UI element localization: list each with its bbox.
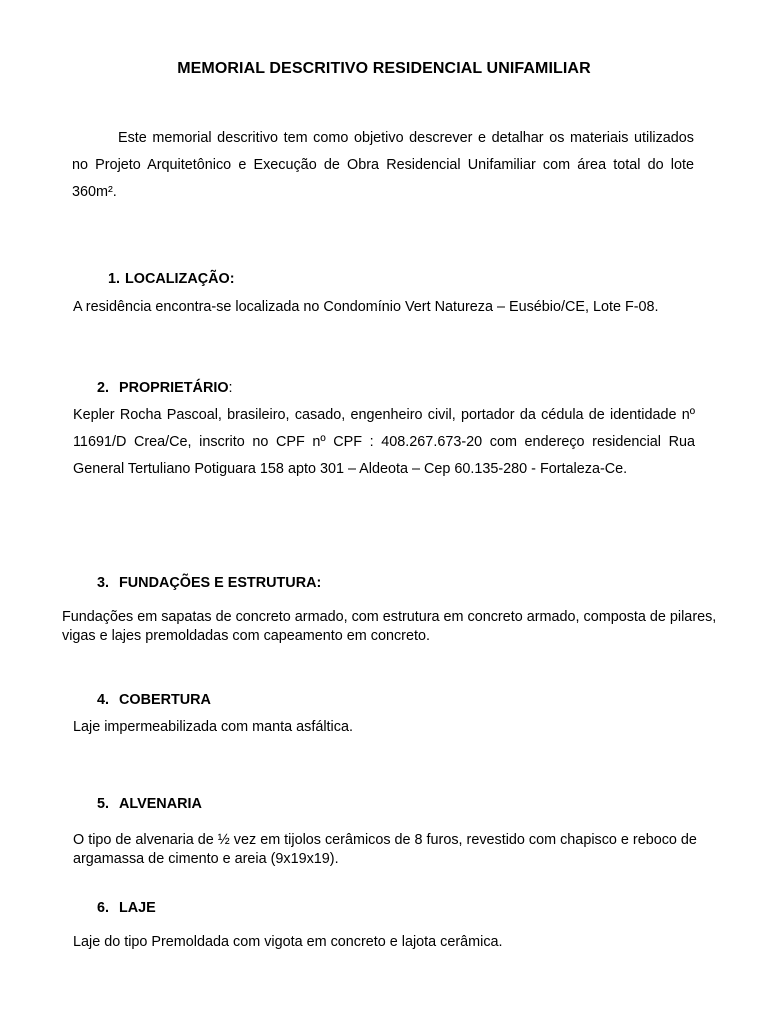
section-heading-localizacao <box>108 271 235 287</box>
section-title: LAJE <box>119 900 156 916</box>
section-number: 4. <box>97 692 110 708</box>
section-title: FUNDAÇÕES E ESTRUTURA: <box>119 575 322 591</box>
section-title-suffix: : <box>228 380 233 396</box>
section-number: 5. <box>97 796 110 812</box>
section-number: 1. <box>108 271 121 287</box>
section-number: 6. <box>97 900 110 916</box>
section-title: PROPRIETÁRIO <box>119 380 229 396</box>
section-title: LOCALIZAÇÃO: <box>125 271 235 287</box>
section-text-cobertura: Laje impermeabilizada com manta asfáltica. <box>73 719 353 735</box>
section-text-localizacao: A residência encontra-se localizada no Condomínio Vert Natureza – Eusébio/CE, Lote F-08. <box>73 299 659 315</box>
section-number: 3. <box>97 575 110 591</box>
section-title: ALVENARIA <box>119 796 202 812</box>
section-heading-laje <box>97 900 156 916</box>
section-heading-alvenaria <box>97 796 202 812</box>
section-text-fundacoes: Fundações em sapatas de concreto armado, com estrutura em concreto armado, composta de pilares, vigas e lajes premoldadas com capeamento em concreto. <box>62 609 717 644</box>
document-title: MEMORIAL DESCRITIVO RESIDENCIAL UNIFAMILIAR <box>177 60 591 77</box>
section-heading-fundacoes <box>97 575 321 591</box>
section-heading-proprietario <box>97 380 233 396</box>
intro-paragraph: Este memorial descritivo tem como objetivo descrever e detalhar os materiais utilizados no Projeto Arquitetônico e Execução de Obra Residencial Unifamiliar com área total do lote 360m². <box>72 130 694 200</box>
section-text-laje: Laje do tipo Premoldada com vigota em concreto e lajota cerâmica. <box>73 934 503 950</box>
section-heading-cobertura <box>97 692 211 708</box>
section-text-proprietario: Kepler Rocha Pascoal, brasileiro, casado, engenheiro civil, portador da cédula de identidade nº 11691/D Crea/Ce, inscrito no CPF nº CPF : 408.267.673-20 com endereço residencial Rua General Tertuliano Potiguara 158 apto 301 – Aldeota – Cep 60.135-280 - Fortaleza-Ce. <box>73 407 695 477</box>
section-title: COBERTURA <box>119 692 211 708</box>
section-text-alvenaria: O tipo de alvenaria de ½ vez em tijolos cerâmicos de 8 furos, revestido com chapisco e reboco de argamassa de cimento e areia (9x19x19). <box>73 832 697 867</box>
section-number: 2. <box>97 380 110 396</box>
